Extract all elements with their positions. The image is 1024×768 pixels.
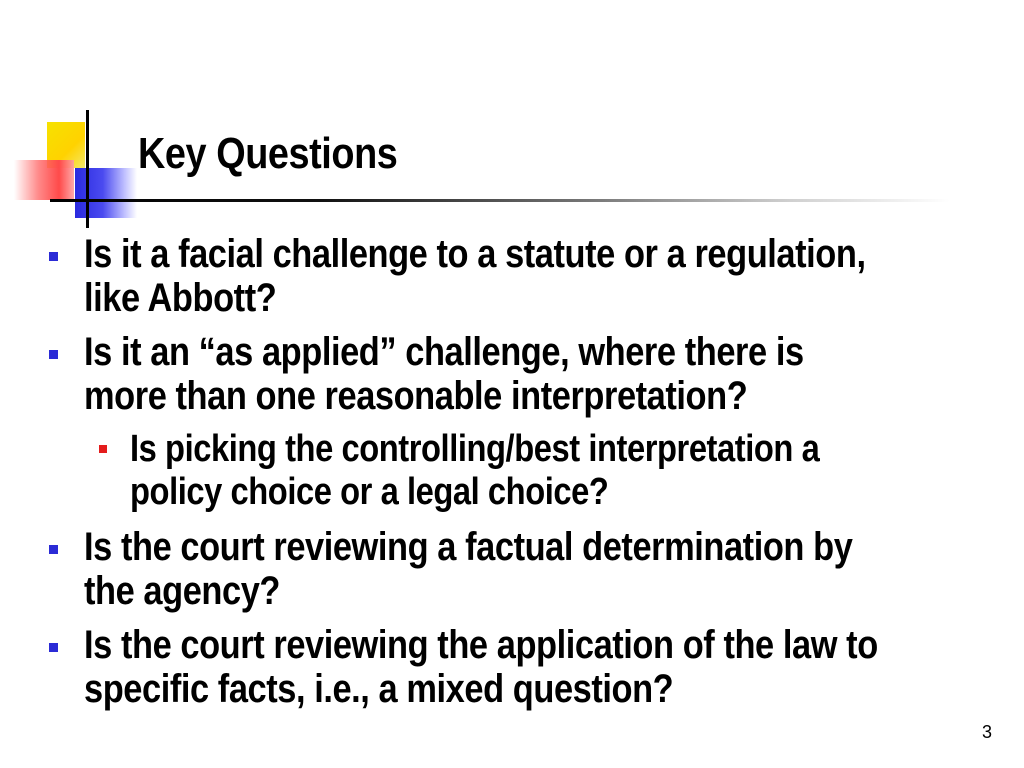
square-bullet-icon [49, 545, 58, 554]
red-square-decoration [14, 160, 74, 200]
bullet-line: Is it a facial challenge to a statute or a regulation, [84, 232, 866, 276]
bullet-line: Is it an “as applied” challenge, where there is [84, 330, 804, 374]
bullet-line: policy choice or a legal choice? [130, 471, 609, 513]
bullet-item [0, 232, 1024, 320]
sub-bullet-item [0, 428, 1024, 514]
bullet-line: more than one reasonable interpretation? [84, 374, 748, 418]
square-bullet-icon [49, 252, 58, 261]
title-underline-rule [50, 199, 950, 202]
square-bullet-icon [49, 350, 58, 359]
bullet-list [0, 232, 1024, 721]
blue-square-decoration [75, 168, 137, 218]
bullet-line: Is the court reviewing a factual determination by [84, 525, 853, 569]
square-sub-bullet-icon [99, 445, 107, 453]
bullet-line: specific facts, i.e., a mixed question? [84, 667, 674, 711]
bullet-line: the agency? [84, 569, 280, 613]
bullet-line: Is the court reviewing the application of the law to [84, 623, 878, 667]
square-bullet-icon [49, 643, 58, 652]
slide-title: Key Questions [138, 129, 398, 178]
bullet-item [0, 525, 1024, 613]
page-number: 3 [981, 722, 992, 742]
bullet-item [0, 330, 1024, 418]
bullet-item [0, 623, 1024, 711]
bullet-line: like Abbott? [84, 276, 277, 320]
vertical-rule-decoration [86, 110, 89, 228]
bullet-line: Is picking the controlling/best interpretation a [130, 428, 820, 470]
